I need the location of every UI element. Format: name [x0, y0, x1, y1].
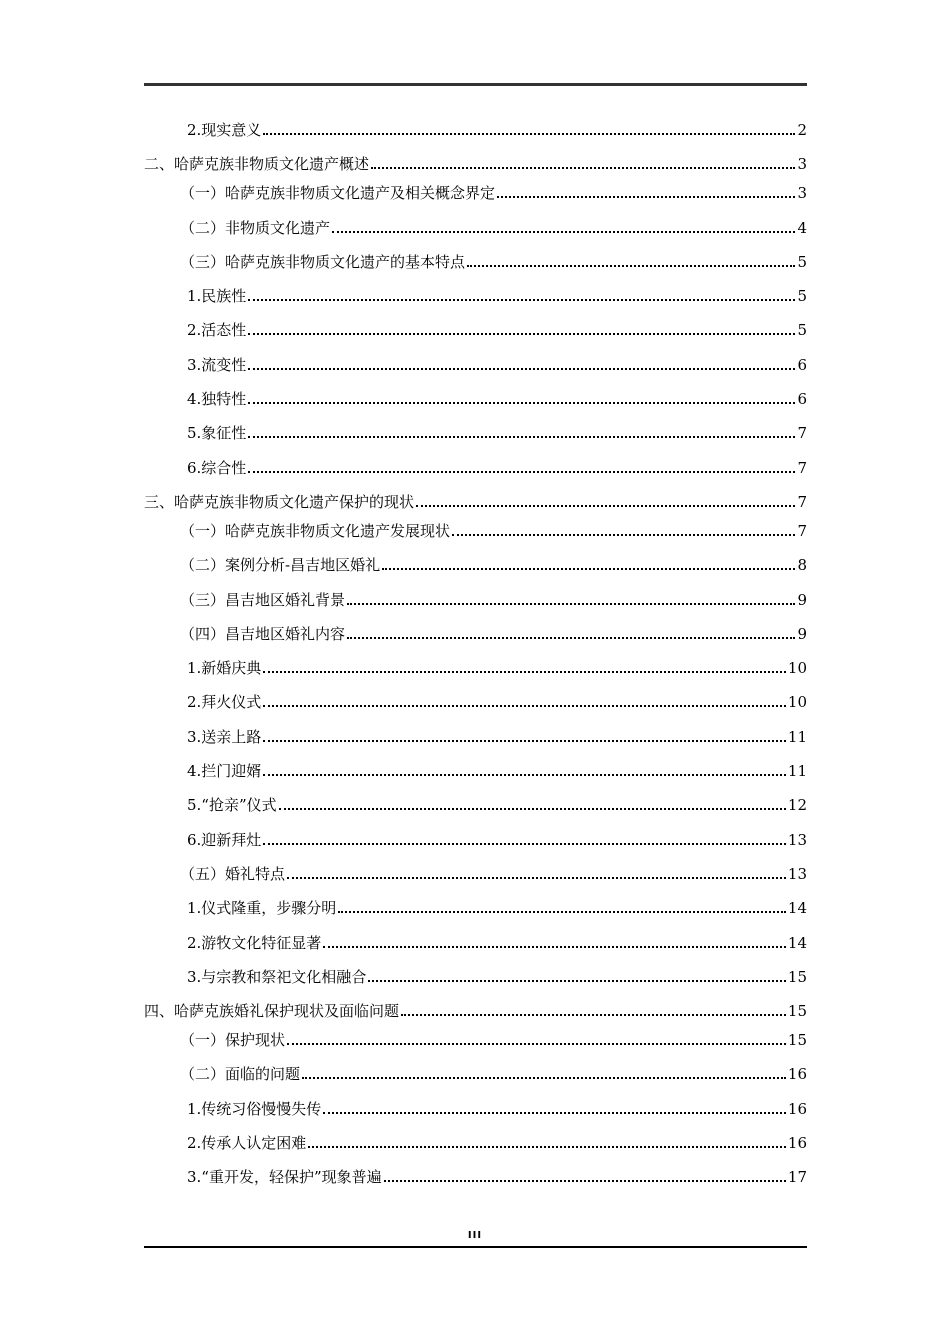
toc-dot-leader — [263, 774, 786, 776]
toc-entry-page-number: 7 — [797, 424, 807, 443]
toc-dot-leader — [368, 980, 786, 982]
toc-entry-title: 4.独特性 — [187, 390, 247, 409]
toc-entry-page-number: 5 — [797, 252, 807, 271]
toc-entry-title: 2.拜火仪式 — [187, 693, 262, 712]
toc-entry-page-number: 8 — [797, 556, 807, 575]
toc-entry-page-number: 7 — [797, 521, 807, 540]
toc-dot-leader — [347, 603, 795, 605]
toc-entry-title: 1.仪式隆重，步骤分明 — [187, 899, 337, 918]
footer-rule — [144, 1246, 807, 1248]
toc-dot-leader — [323, 946, 786, 948]
toc-dot-leader — [401, 1014, 786, 1016]
toc-dot-leader — [248, 299, 795, 301]
toc-entry[interactable] — [144, 246, 807, 272]
toc-dot-leader — [308, 1146, 786, 1148]
toc-entry-page-number: 16 — [787, 1065, 807, 1084]
toc-dot-leader — [384, 1180, 786, 1182]
toc-entry-page-number: 4 — [797, 218, 807, 237]
toc-entry-page-number: 15 — [787, 967, 807, 986]
toc-entry-title: （四）昌吉地区婚礼内容 — [180, 624, 346, 643]
toc-entry-page-number: 11 — [787, 727, 807, 746]
toc-entry[interactable] — [144, 177, 807, 203]
toc-entry[interactable] — [144, 652, 807, 678]
toc-entry[interactable] — [144, 148, 807, 174]
toc-entry-title: （三）哈萨克族非物质文化遗产的基本特点 — [180, 252, 466, 271]
toc-entry-title: 四、哈萨克族婚礼保护现状及面临问题 — [144, 1002, 400, 1021]
toc-dot-leader — [382, 568, 795, 570]
toc-dot-leader — [263, 133, 795, 135]
toc-entry-page-number: 16 — [787, 1099, 807, 1118]
toc-entry[interactable] — [144, 789, 807, 815]
toc-dot-leader — [248, 333, 795, 335]
toc-entry-page-number: 3 — [797, 184, 807, 203]
toc-entry[interactable] — [144, 961, 807, 987]
toc-entry-page-number: 9 — [797, 624, 807, 643]
toc-entry[interactable] — [144, 892, 807, 918]
toc-dot-leader — [452, 534, 795, 536]
toc-entry-title: 1.民族性 — [187, 287, 247, 306]
toc-dot-leader — [467, 265, 795, 267]
toc-entry-title: （二）非物质文化遗产 — [180, 218, 331, 237]
toc-entry-title: 2.传承人认定困难 — [187, 1134, 307, 1153]
toc-entry-title: （三）昌吉地区婚礼背景 — [180, 590, 346, 609]
toc-entry-page-number: 14 — [787, 899, 807, 918]
toc-entry-title: 1.传统习俗慢慢失传 — [187, 1099, 322, 1118]
toc-entry-title: 6.综合性 — [187, 458, 247, 477]
toc-entry-title: 6.迎新拜灶 — [187, 830, 262, 849]
toc-entry[interactable] — [144, 618, 807, 644]
toc-dot-leader — [248, 368, 795, 370]
page-number: III — [467, 1230, 483, 1241]
toc-entry[interactable] — [144, 314, 807, 340]
toc-dot-leader — [263, 740, 786, 742]
toc-dot-leader — [347, 637, 795, 639]
toc-entry-title: 2.游牧文化特征显著 — [187, 933, 322, 952]
toc-entry-title: 3.与宗教和祭祀文化相融合 — [187, 967, 367, 986]
toc-entry-page-number: 10 — [787, 693, 807, 712]
toc-entry-page-number: 12 — [787, 796, 807, 815]
toc-entry-page-number: 15 — [787, 1002, 807, 1021]
toc-entry-title: 3.流变性 — [187, 355, 247, 374]
toc-dot-leader — [248, 402, 795, 404]
toc-entry[interactable] — [144, 549, 807, 575]
toc-entry-page-number: 15 — [787, 1031, 807, 1050]
toc-entry-title: （二）面临的问题 — [180, 1065, 301, 1084]
toc-dot-leader — [338, 911, 786, 913]
toc-dot-leader — [279, 808, 786, 810]
toc-entry-title: 二、哈萨克族非物质文化遗产概述 — [144, 155, 370, 174]
toc-dot-leader — [302, 1077, 786, 1079]
toc-entry-page-number: 13 — [787, 864, 807, 883]
toc-dot-leader — [332, 231, 795, 233]
toc-entry[interactable] — [144, 995, 807, 1021]
toc-entry-page-number: 6 — [797, 390, 807, 409]
toc-dot-leader — [371, 167, 795, 169]
toc-entry-page-number: 17 — [787, 1168, 807, 1187]
toc-dot-leader — [323, 1112, 786, 1114]
toc-entry[interactable] — [144, 1093, 807, 1119]
toc-entry-title: 4.拦门迎婿 — [187, 762, 262, 781]
toc-entry-page-number: 16 — [787, 1134, 807, 1153]
toc-dot-leader — [263, 843, 786, 845]
toc-entry-title: 2.现实意义 — [187, 121, 262, 139]
toc-entry[interactable] — [144, 1024, 807, 1050]
toc-entry-page-number: 13 — [787, 830, 807, 849]
toc-entry-title: （二）案例分析-昌吉地区婚礼 — [180, 556, 381, 575]
toc-dot-leader — [248, 436, 795, 438]
toc-dot-leader — [263, 705, 786, 707]
toc-entry[interactable] — [144, 1058, 807, 1084]
header-rule — [144, 83, 807, 86]
toc-entry[interactable] — [144, 927, 807, 953]
toc-entry[interactable] — [144, 755, 807, 781]
toc-entry-title: 1.新婚庆典 — [187, 659, 262, 678]
toc-entry[interactable] — [144, 1127, 807, 1153]
toc-entry[interactable] — [144, 584, 807, 610]
toc-entry[interactable] — [144, 212, 807, 238]
toc-entry-title: 5.象征性 — [187, 424, 247, 443]
toc-dot-leader — [287, 1043, 786, 1045]
toc-entry[interactable] — [144, 721, 807, 747]
toc-entry-page-number: 5 — [797, 321, 807, 340]
toc-entry-title: 2.活态性 — [187, 321, 247, 340]
toc-entry[interactable] — [144, 515, 807, 541]
table-of-contents — [144, 114, 807, 1187]
toc-entry[interactable] — [144, 280, 807, 306]
toc-entry[interactable] — [144, 1161, 807, 1187]
toc-dot-leader — [287, 877, 786, 879]
toc-entry-title: （一）哈萨克族非物质文化遗产及相关概念界定 — [180, 184, 496, 203]
toc-entry[interactable] — [144, 114, 807, 140]
toc-entry[interactable] — [144, 383, 807, 409]
toc-entry[interactable] — [144, 349, 807, 375]
toc-entry-page-number: 7 — [797, 492, 807, 511]
toc-entry[interactable] — [144, 486, 807, 512]
toc-dot-leader — [263, 671, 786, 673]
toc-entry-title: （五）婚礼特点 — [180, 864, 286, 883]
toc-entry-page-number: 11 — [787, 762, 807, 781]
toc-dot-leader — [248, 471, 795, 473]
toc-entry[interactable] — [144, 417, 807, 443]
toc-entry-page-number: 2 — [797, 121, 807, 139]
toc-entry-page-number: 10 — [787, 659, 807, 678]
toc-entry[interactable] — [144, 858, 807, 884]
toc-entry-title: （一）哈萨克族非物质文化遗产发展现状 — [180, 521, 451, 540]
toc-dot-leader — [416, 505, 795, 507]
toc-dot-leader — [497, 196, 795, 198]
toc-entry[interactable] — [144, 452, 807, 478]
toc-entry-page-number: 5 — [797, 287, 807, 306]
toc-entry-page-number: 7 — [797, 458, 807, 477]
toc-entry-page-number: 3 — [797, 155, 807, 174]
toc-entry-title: （一）保护现状 — [180, 1031, 286, 1050]
toc-entry[interactable] — [144, 686, 807, 712]
toc-entry-page-number: 14 — [787, 933, 807, 952]
toc-entry-title: 3.送亲上路 — [187, 727, 262, 746]
toc-entry-title: 3.“重开发，轻保护”现象普遍 — [187, 1168, 382, 1187]
toc-entry-page-number: 9 — [797, 590, 807, 609]
toc-entry-page-number: 6 — [797, 355, 807, 374]
toc-entry-title: 三、哈萨克族非物质文化遗产保护的现状 — [144, 492, 415, 511]
toc-entry[interactable] — [144, 824, 807, 850]
toc-entry-title: 5.“抢亲”仪式 — [187, 796, 277, 815]
